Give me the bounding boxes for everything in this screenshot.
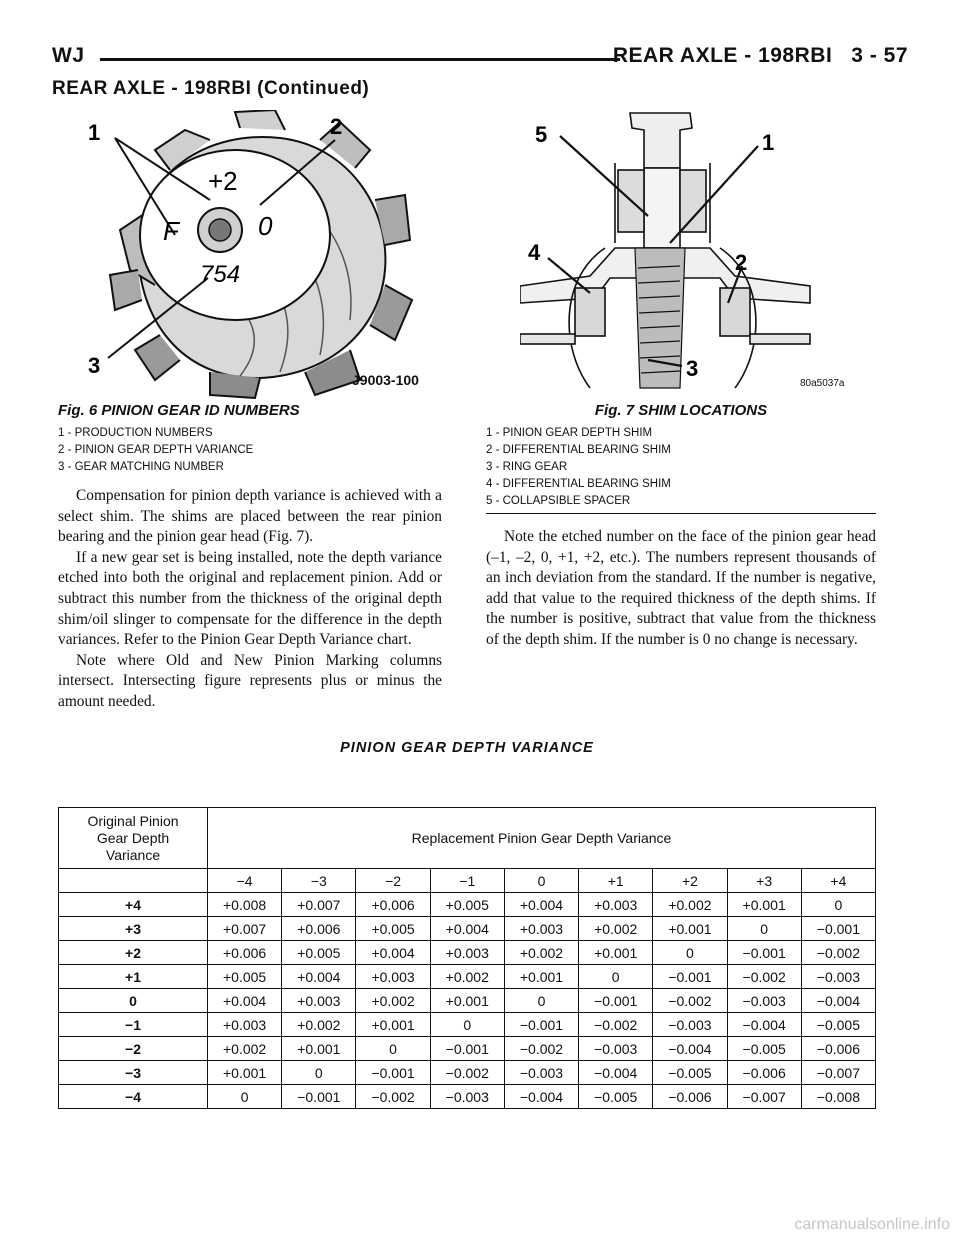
fig7-callout-3: 3	[686, 356, 699, 381]
row-label: +3	[59, 917, 208, 941]
table-cell: +0.003	[504, 917, 578, 941]
page-header	[52, 44, 908, 72]
fig6-illustration	[60, 110, 440, 400]
table-cell: −0.002	[504, 1037, 578, 1061]
column-header: 0	[504, 869, 578, 893]
column-header: +3	[727, 869, 801, 893]
table-row	[59, 965, 876, 989]
table-cell: +0.005	[356, 917, 430, 941]
table-cell: +0.005	[282, 941, 356, 965]
table-cell: −0.005	[653, 1061, 727, 1085]
table-cell: +0.003	[579, 893, 653, 917]
table-cell: 0	[208, 1085, 282, 1109]
table-cell: +0.002	[208, 1037, 282, 1061]
table-cell: −0.006	[801, 1037, 875, 1061]
table-cell: 0	[653, 941, 727, 965]
fig6-callout-2: 2	[330, 114, 343, 139]
fig6-legend-item: 3 - GEAR MATCHING NUMBER	[58, 461, 224, 473]
table-cell: −0.003	[653, 1013, 727, 1037]
fig7-code: 80a5037a	[800, 378, 845, 389]
table-cell: +0.003	[356, 965, 430, 989]
table-cell: +0.001	[727, 893, 801, 917]
watermark: carmanualsonline.info	[794, 1216, 950, 1233]
table-cell: +0.005	[430, 893, 504, 917]
table-cell: −0.005	[727, 1037, 801, 1061]
table-cell: −0.004	[579, 1061, 653, 1085]
fig7-legend-item: 3 - RING GEAR	[486, 461, 568, 473]
fig7-callout-4: 4	[528, 240, 541, 265]
fig6-title: Fig. 6 PINION GEAR ID NUMBERS	[58, 402, 300, 419]
fig7-legend-item: 1 - PINION GEAR DEPTH SHIM	[486, 427, 653, 439]
column-header: −1	[430, 869, 504, 893]
paragraph: Note where Old and New Pinion Marking columns intersect. Intersecting figure represents plus or minus the amount needed.	[58, 651, 442, 710]
table-cell: +0.004	[430, 917, 504, 941]
table-cell: −0.001	[504, 1013, 578, 1037]
column-header-row	[59, 869, 876, 893]
table-cell: 0	[282, 1061, 356, 1085]
table-cell: −0.002	[356, 1085, 430, 1109]
table-cell: −0.002	[801, 941, 875, 965]
column-header: +4	[801, 869, 875, 893]
table-cell: −0.004	[653, 1037, 727, 1061]
section-title: REAR AXLE - 198RBI 3 - 57	[612, 44, 908, 67]
table-cell: +0.002	[504, 941, 578, 965]
pinion-gear-drawing	[60, 110, 440, 400]
table-cell: −0.003	[579, 1037, 653, 1061]
fig6-callout-1: 1	[88, 120, 101, 145]
fig7-callout-1: 1	[762, 130, 775, 155]
mark-f: F	[163, 216, 179, 246]
table-cell: +0.002	[579, 917, 653, 941]
table-cell: +0.004	[208, 989, 282, 1013]
fig6-callout-3: 3	[88, 353, 101, 378]
empty-cell	[59, 869, 208, 893]
table-cell: +0.001	[282, 1037, 356, 1061]
table-cell: −0.006	[653, 1085, 727, 1109]
paragraph: If a new gear set is being installed, note the depth variance etched into both the original and replacement pinion. Add or subtract this number from the thickness of the original depth shim/oil slinger to compensate for the difference in the depth variances. Refer to the Pinion Gear Depth Variance chart.	[58, 548, 442, 649]
fig7-legend-item: 5 - COLLAPSIBLE SPACER	[486, 495, 631, 507]
table-cell: −0.001	[801, 917, 875, 941]
table-cell: −0.002	[727, 965, 801, 989]
table-row	[59, 1085, 876, 1109]
table-cell: −0.008	[801, 1085, 875, 1109]
table-cell: −0.004	[801, 989, 875, 1013]
row-label: −4	[59, 1085, 208, 1109]
mark-number: 754	[200, 261, 241, 288]
table-row	[59, 1061, 876, 1085]
corner-header: Original Pinion Gear Depth Variance	[59, 808, 208, 869]
table-row	[59, 893, 876, 917]
fig7-callout-2: 2	[735, 250, 748, 275]
table-cell: 0	[727, 917, 801, 941]
depth-variance-table	[58, 807, 876, 1109]
table-row	[59, 941, 876, 965]
table-cell: −0.002	[653, 989, 727, 1013]
table-cell: +0.003	[282, 989, 356, 1013]
table-cell: +0.001	[208, 1061, 282, 1085]
table-cell: −0.004	[727, 1013, 801, 1037]
column-header: −4	[208, 869, 282, 893]
table-cell: −0.003	[430, 1085, 504, 1109]
table-row	[59, 1013, 876, 1037]
body-left-column	[58, 486, 442, 713]
mark-plus-two: +2	[208, 166, 238, 196]
fig7-caption-rule	[486, 513, 876, 514]
model-code: WJ	[52, 44, 85, 67]
fig7-callout-5: 5	[535, 122, 548, 147]
table-cell: +0.004	[282, 965, 356, 989]
table-cell: +0.002	[356, 989, 430, 1013]
table-cell: +0.002	[430, 965, 504, 989]
row-label: +1	[59, 965, 208, 989]
table-cell: +0.005	[208, 965, 282, 989]
table-cell: −0.001	[727, 941, 801, 965]
table-cell: −0.001	[579, 989, 653, 1013]
table-title: PINION GEAR DEPTH VARIANCE	[340, 740, 594, 756]
body-right-column	[486, 527, 876, 651]
table-cell: +0.008	[208, 893, 282, 917]
row-label: −2	[59, 1037, 208, 1061]
table-cell: +0.007	[282, 893, 356, 917]
table-row	[59, 917, 876, 941]
fig6-legend-item: 2 - PINION GEAR DEPTH VARIANCE	[58, 444, 254, 456]
table-cell: +0.003	[430, 941, 504, 965]
table-cell: 0	[430, 1013, 504, 1037]
table-cell: +0.006	[208, 941, 282, 965]
table-cell: +0.002	[282, 1013, 356, 1037]
column-header: −2	[356, 869, 430, 893]
paragraph: Compensation for pinion depth variance is achieved with a select shim. The shims are placed between the rear pinion bearing and the pinion gear head (Fig. 7).	[58, 487, 442, 546]
table-cell: −0.007	[801, 1061, 875, 1085]
table-cell: −0.004	[504, 1085, 578, 1109]
fig7-illustration	[520, 108, 880, 398]
table-cell: +0.004	[356, 941, 430, 965]
table-cell: −0.005	[801, 1013, 875, 1037]
table-cell: +0.007	[208, 917, 282, 941]
column-header: +2	[653, 869, 727, 893]
table-cell: +0.002	[653, 893, 727, 917]
table-header-row	[59, 808, 876, 869]
header-rule	[100, 58, 620, 61]
row-label: +2	[59, 941, 208, 965]
table-cell: −0.005	[579, 1085, 653, 1109]
table-cell: −0.001	[653, 965, 727, 989]
table-cell: 0	[504, 989, 578, 1013]
table-cell: +0.001	[504, 965, 578, 989]
table-cell: 0	[579, 965, 653, 989]
table-cell: +0.003	[208, 1013, 282, 1037]
table-cell: −0.002	[579, 1013, 653, 1037]
fig7-legend-item: 2 - DIFFERENTIAL BEARING SHIM	[486, 444, 671, 456]
table-cell: −0.001	[356, 1061, 430, 1085]
fig7-caption	[486, 402, 876, 510]
table-cell: −0.001	[282, 1085, 356, 1109]
table-cell: +0.006	[282, 917, 356, 941]
table-cell: +0.001	[579, 941, 653, 965]
table-cell: +0.001	[356, 1013, 430, 1037]
table-cell: 0	[801, 893, 875, 917]
column-header: −3	[282, 869, 356, 893]
fig7-legend-item: 4 - DIFFERENTIAL BEARING SHIM	[486, 478, 671, 490]
fig7-title: Fig. 7 SHIM LOCATIONS	[594, 402, 768, 419]
row-label: 0	[59, 989, 208, 1013]
table-cell: −0.002	[430, 1061, 504, 1085]
column-header: +1	[579, 869, 653, 893]
table-cell: −0.003	[504, 1061, 578, 1085]
fig6-legend-item: 1 - PRODUCTION NUMBERS	[58, 427, 213, 439]
span-header: Replacement Pinion Gear Depth Variance	[208, 808, 876, 869]
fig6-caption	[58, 402, 478, 476]
shim-location-drawing	[520, 108, 880, 398]
table-cell: −0.003	[801, 965, 875, 989]
row-label: −3	[59, 1061, 208, 1085]
table-cell: −0.001	[430, 1037, 504, 1061]
table-cell: −0.006	[727, 1061, 801, 1085]
row-label: +4	[59, 893, 208, 917]
table-row	[59, 989, 876, 1013]
table-cell: −0.003	[727, 989, 801, 1013]
mark-zero: 0	[258, 211, 273, 241]
table-cell: +0.001	[653, 917, 727, 941]
table-cell: +0.001	[430, 989, 504, 1013]
continued-heading: REAR AXLE - 198RBI (Continued)	[52, 78, 370, 99]
table-row	[59, 1037, 876, 1061]
row-label: −1	[59, 1013, 208, 1037]
table-cell: −0.007	[727, 1085, 801, 1109]
table-cell: 0	[356, 1037, 430, 1061]
fig6-code: J9003-100	[352, 372, 419, 388]
page-number: 3 - 57	[851, 44, 908, 67]
paragraph: Note the etched number on the face of the pinion gear head (–1, –2, 0, +1, +2, etc.). The numbers represent thousands of an inch deviation from the standard. If the number is negative, add that value to the required thickness of the depth shims. If the number is positive, subtract that value from the thickness of the depth shim. If the number is 0 no change is necessary.	[486, 528, 876, 648]
table-cell: +0.004	[504, 893, 578, 917]
table-cell: +0.006	[356, 893, 430, 917]
